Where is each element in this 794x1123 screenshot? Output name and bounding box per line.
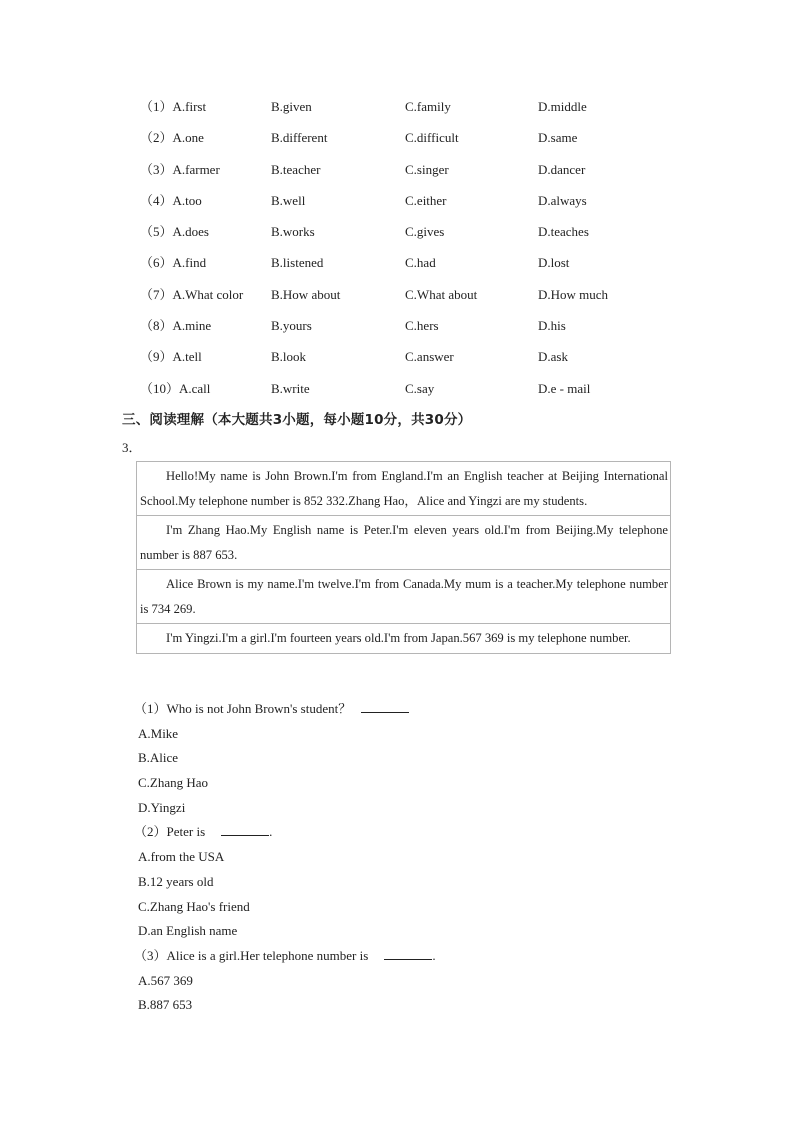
option-d: D.always: [538, 192, 587, 208]
answer-blank: [384, 945, 432, 960]
choice-b: B.Alice: [138, 750, 179, 766]
question-1-text: （1）Who is not John Brown's student？: [134, 701, 352, 716]
option-d: D.his: [538, 318, 566, 334]
option-a: （7）A.What color: [140, 286, 244, 302]
option-d: D.middle: [538, 99, 587, 114]
option-b: B.write: [271, 380, 310, 396]
option-d: D.teaches: [538, 224, 589, 240]
choice-d: D.Yingzi: [138, 799, 186, 815]
passage-alice: Alice Brown is my name.I'm twelve.I'm from Canada.My mum is a teacher.My telephone number is 734 269.: [137, 570, 670, 624]
option-b: B.given: [271, 99, 312, 114]
section-title: 三、阅读理解（本大题共3小题，每小题10分，共30分）: [122, 412, 472, 428]
option-a: （9）A.tell: [140, 349, 202, 365]
option-a: （2）A.one: [140, 130, 204, 146]
option-a: （6）A.find: [140, 255, 207, 271]
answer-blank: [361, 698, 409, 713]
option-c: C.gives: [405, 224, 445, 240]
option-b: B.well: [271, 192, 306, 208]
option-c: C.singer: [405, 161, 449, 177]
option-b: B.How about: [271, 286, 341, 302]
option-d: D.lost: [538, 255, 570, 271]
option-c: C.What about: [405, 286, 478, 302]
passage-john: Hello!My name is John Brown.I'm from England.I'm an English teacher at Beijing International School.My telephone number is 852 332.Zhang Hao，Alice and Yingzi are my students.: [137, 462, 670, 516]
choice-c: C.Zhang Hao: [138, 775, 209, 791]
question-3-stem: （3）Alice is a girl.Her telephone number is .: [134, 944, 436, 969]
option-c: C.say: [405, 380, 435, 396]
option-a: （5）A.does: [140, 224, 209, 240]
choice-d: D.an English name: [138, 923, 238, 939]
option-c: C.hers: [405, 318, 439, 334]
option-a: （1）A.first: [140, 99, 207, 114]
option-c: C.either: [405, 192, 447, 208]
choice-a: A.567 369: [138, 972, 193, 988]
option-b: B.different: [271, 130, 328, 146]
option-d: D.same: [538, 130, 578, 146]
option-d: D.How much: [538, 286, 609, 302]
option-a: （3）A.farmer: [140, 161, 220, 177]
option-d: D.dancer: [538, 161, 586, 177]
passages-table: [136, 461, 671, 654]
option-b: B.yours: [271, 318, 312, 334]
option-c: C.answer: [405, 349, 454, 365]
option-c: C.family: [405, 99, 451, 114]
passage-zhang-hao: I'm Zhang Hao.My English name is Peter.I'm eleven years old.I'm from Beijing.My telephone number is 887 653.: [137, 516, 670, 570]
option-c: C.had: [405, 255, 436, 271]
option-a: （10）A.call: [140, 380, 211, 396]
question-number: 3．: [122, 440, 142, 455]
answer-blank: [221, 821, 269, 836]
choice-a: A.Mike: [138, 725, 179, 741]
choice-c: C.Zhang Hao's friend: [138, 898, 250, 914]
choice-a: A.from the USA: [138, 849, 225, 865]
option-d: D.e - mail: [538, 380, 591, 396]
option-b: B.works: [271, 224, 315, 240]
choice-b: B.887 653: [138, 997, 193, 1013]
question-2-text: （2）Peter is: [134, 824, 206, 840]
option-b: B.look: [271, 349, 307, 365]
question-2-stem: （2）Peter is .: [134, 820, 436, 845]
option-c: C.difficult: [405, 130, 459, 146]
question-1-stem: [134, 697, 436, 722]
passage-yingzi: I'm Yingzi.I'm a girl.I'm fourteen years old.I'm from Japan.567 369 is my telephone number.: [166, 631, 631, 645]
choice-b: B.12 years old: [138, 873, 214, 889]
option-b: B.listened: [271, 255, 324, 271]
option-b: B.teacher: [271, 161, 321, 177]
question-3-text: （3）Alice is a girl.Her telephone number is: [134, 947, 369, 963]
option-d: D.ask: [538, 349, 568, 365]
option-a: （4）A.too: [140, 192, 202, 208]
option-a: （8）A.mine: [140, 318, 212, 334]
question-list: [134, 697, 436, 1018]
